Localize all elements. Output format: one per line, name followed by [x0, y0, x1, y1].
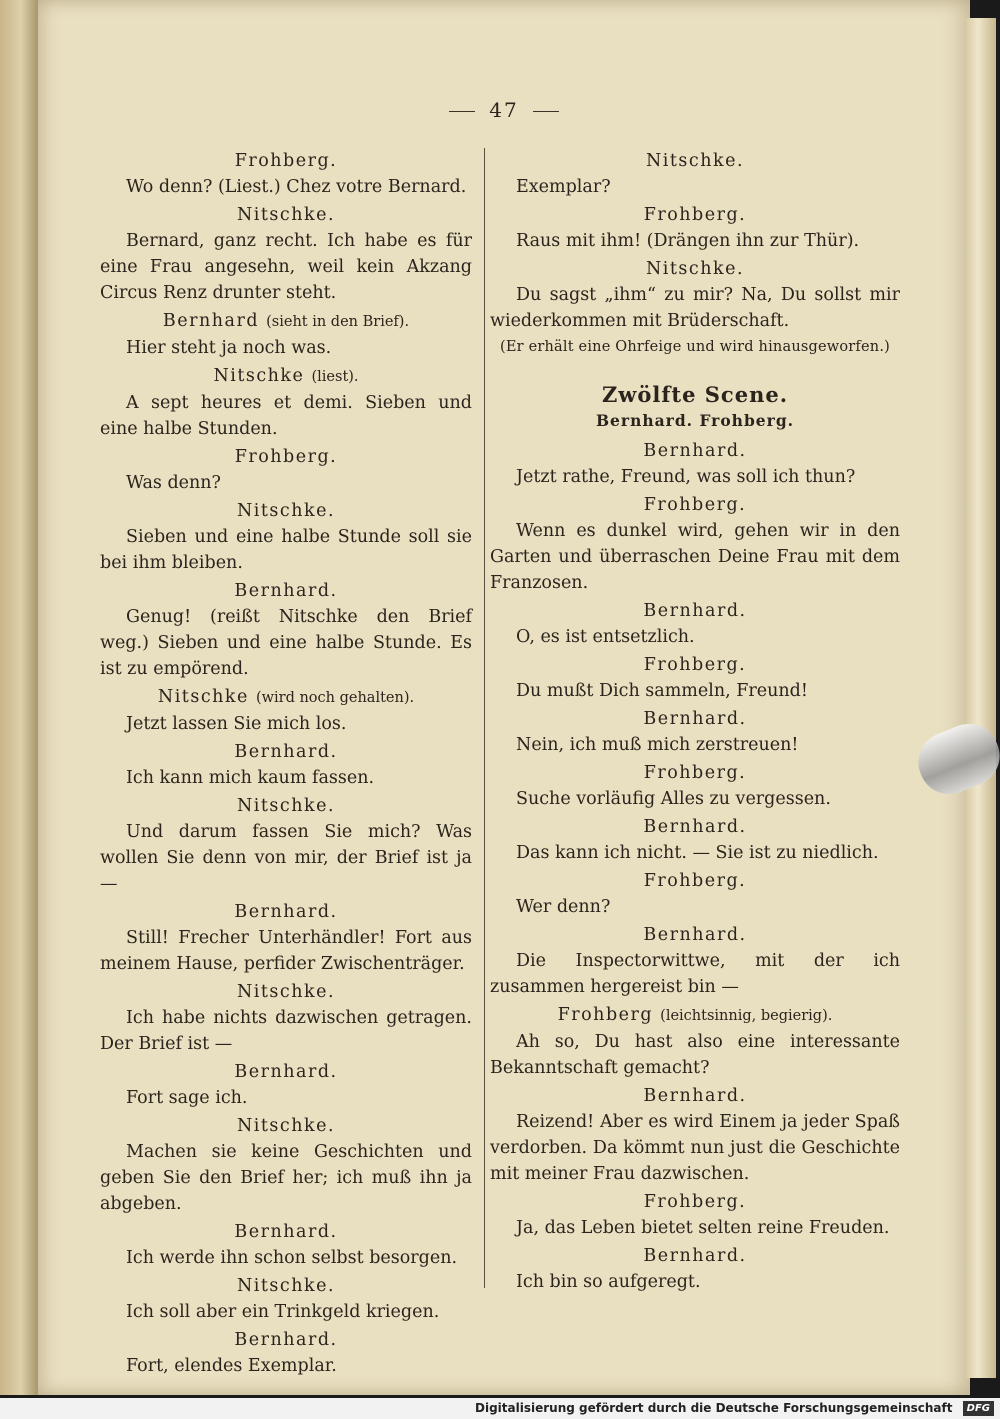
stage-direction: (Er erhält eine Ohrfeige und wird hinausgeworfen.): [500, 339, 890, 355]
speaker-name: [100, 739, 472, 765]
speaker-label: Nitschke.: [236, 1276, 336, 1296]
stage-direction: (wird noch gehalten).: [255, 690, 415, 706]
dialogue-text: Du sagst „ihm“ zu mir? Na, Du sollst mir wiederkommen mit Brüderschaft.: [490, 285, 900, 331]
speaker-label: Frohberg: [557, 1005, 654, 1025]
speaker-label: Nitschke.: [645, 259, 745, 279]
speaker-label: Bernhard.: [643, 709, 747, 729]
speaker-label: Frohberg.: [643, 495, 747, 515]
speaker-name: [100, 1059, 472, 1085]
speaker-label: Nitschke.: [236, 796, 336, 816]
dialogue-text: O, es ist entsetzlich.: [516, 627, 695, 647]
speaker-label: Nitschke.: [236, 1116, 336, 1136]
speaker-name: [490, 814, 900, 840]
speaker-label: Frohberg.: [643, 763, 747, 783]
speaker-label: Bernhard: [162, 311, 260, 331]
page-number: 47: [38, 98, 970, 122]
speaker-name: [490, 868, 900, 894]
speaker-name: [490, 202, 900, 228]
speaker-label: Nitschke.: [645, 151, 745, 171]
speaker-label: Bernhard.: [643, 925, 747, 945]
dialogue-text: Sieben und eine halbe Stunde soll sie bei ihm bleiben.: [100, 527, 472, 573]
dialogue-text: Das kann ich nicht. — Sie ist zu niedlich.: [516, 843, 879, 863]
speaker-label: Nitschke.: [236, 501, 336, 521]
dialogue-text: Ich habe nichts dazwischen getragen. Der Brief ist —: [100, 1008, 472, 1054]
speaker-label: Bernhard.: [234, 1062, 338, 1082]
speaker-name: [100, 684, 472, 711]
speaker-name: [100, 1327, 472, 1353]
speaker-label: Nitschke: [213, 366, 305, 386]
speaker-name: [490, 706, 900, 732]
dialogue-text: Jetzt lassen Sie mich los.: [126, 714, 347, 734]
speaker-name: [490, 1189, 900, 1215]
speaker-label: Bernhard.: [234, 902, 338, 922]
speaker-label: Nitschke.: [236, 205, 336, 225]
footer-text: Digitalisierung gefördert durch die Deutsche Forschungsgemeinschaft: [475, 1401, 953, 1415]
digitization-footer: [0, 1398, 1000, 1419]
dialogue-text: Genug! (reißt Nitschke den Brief weg.) Sieben und eine halbe Stunde. Es ist zu empörend.: [100, 607, 472, 679]
dialogue-text: Suche vorläufig Alles zu vergessen.: [516, 789, 831, 809]
dialogue-text: Reizend! Aber es wird Einem ja jeder Spaß verdorben. Da kömmt nun just die Geschichte mit meiner Frau dazwischen.: [490, 1112, 900, 1184]
speaker-name: [490, 652, 900, 678]
dialogue-text: Jetzt rathe, Freund, was soll ich thun?: [516, 467, 856, 487]
dialogue-text: Hier steht ja noch was.: [126, 338, 332, 358]
speaker-label: Frohberg.: [234, 151, 338, 171]
speaker-name: [100, 979, 472, 1005]
speaker-label: Frohberg.: [643, 205, 747, 225]
dfg-logo: DFG: [963, 1401, 994, 1416]
dialogue-text: Wenn es dunkel wird, gehen wir in den Garten und überraschen Deine Frau mit dem Franzosen.: [490, 521, 900, 593]
speaker-name: [100, 578, 472, 604]
speaker-name: [490, 438, 900, 464]
speaker-name: [490, 760, 900, 786]
speaker-label: Bernhard.: [643, 441, 747, 461]
speaker-label: Bernhard.: [234, 581, 338, 601]
speaker-name: [100, 202, 472, 228]
speaker-name: [100, 793, 472, 819]
speaker-label: Bernhard.: [234, 1330, 338, 1350]
dialogue-text: Ich kann mich kaum fassen.: [126, 768, 375, 788]
scene-cast: Bernhard. Frohberg.: [595, 411, 795, 430]
dialogue-text: Ah so, Du hast also eine interessante Bekanntschaft gemacht?: [490, 1032, 900, 1078]
speaker-label: Frohberg.: [643, 655, 747, 675]
speaker-name: [100, 1113, 472, 1139]
speaker-label: Bernhard.: [643, 1246, 747, 1266]
speaker-label: Bernhard.: [643, 601, 747, 621]
speaker-name: [490, 598, 900, 624]
dialogue-text: Nein, ich muß mich zerstreuen!: [516, 735, 799, 755]
speaker-label: Bernhard.: [234, 1222, 338, 1242]
book-spine-edge: [0, 0, 38, 1395]
speaker-name: [100, 1219, 472, 1245]
speaker-label: Bernhard.: [643, 1086, 747, 1106]
dialogue-text: Still! Frecher Unterhändler! Fort aus meinem Hause, perfider Zwischenträger.: [100, 928, 472, 974]
speaker-name: [490, 256, 900, 282]
dialogue-text: A sept heures et demi. Sieben und eine halbe Stunden.: [100, 393, 472, 439]
dialogue-text: Ich werde ihn schon selbst besorgen.: [126, 1248, 458, 1268]
speaker-label: Nitschke.: [236, 982, 336, 1002]
speaker-name: [100, 363, 472, 390]
left-column: [100, 146, 472, 1379]
dialogue-text: Exemplar?: [516, 177, 611, 197]
stage-direction: (leichtsinnig, begierig).: [660, 1008, 833, 1024]
speaker-name: [100, 498, 472, 524]
speaker-name: [490, 1243, 900, 1269]
speaker-name: [490, 492, 900, 518]
speaker-name: [100, 148, 472, 174]
dialogue-text: Ich bin so aufgeregt.: [516, 1272, 701, 1292]
dialogue-text: Und darum fassen Sie mich? Was wollen Sie denn von mir, der Brief ist ja —: [100, 822, 472, 894]
dialogue-text: Raus mit ihm! (Drängen ihn zur Thür).: [516, 231, 860, 251]
dialogue-text: Fort, elendes Exemplar.: [126, 1356, 337, 1376]
speaker-label: Frohberg.: [643, 871, 747, 891]
dialogue-text: Fort sage ich.: [126, 1088, 248, 1108]
book-page: [38, 0, 970, 1395]
dialogue-text: Bernard, ganz recht. Ich habe es für eine Frau angesehn, weil kein Akzang Circus Renz drunter steht.: [100, 231, 472, 303]
dialogue-text: Was denn?: [126, 473, 221, 493]
dialogue-text: Machen sie keine Geschichten und geben Sie den Brief her; ich muß ihn ja abgeben.: [100, 1142, 472, 1214]
dialogue-text: Du mußt Dich sammeln, Freund!: [516, 681, 808, 701]
speaker-name: [100, 308, 472, 335]
speaker-name: [490, 1002, 900, 1029]
scene-title: Zwölfte Scene.: [601, 382, 789, 407]
dialogue-text: Ja, das Leben bietet selten reine Freuden.: [516, 1218, 890, 1238]
right-column: [490, 146, 900, 1295]
column-divider: [484, 148, 485, 1288]
speaker-label: Frohberg.: [643, 1192, 747, 1212]
speaker-name: [490, 148, 900, 174]
stage-direction: (liest).: [311, 369, 359, 385]
page-stack-edge: [966, 18, 996, 1378]
dialogue-text: Die Inspectorwittwe, mit der ich zusammen hergereist bin —: [490, 951, 900, 997]
speaker-name: [490, 1083, 900, 1109]
speaker-name: [490, 922, 900, 948]
dialogue-text: Ich soll aber ein Trinkgeld kriegen.: [126, 1302, 440, 1322]
speaker-name: [100, 899, 472, 925]
speaker-label: Frohberg.: [234, 447, 338, 467]
speaker-label: Nitschke: [157, 687, 249, 707]
speaker-label: Bernhard.: [234, 742, 338, 762]
dialogue-text: Wo denn? (Liest.) Chez votre Bernard.: [126, 177, 467, 197]
speaker-name: [100, 1273, 472, 1299]
speaker-name: [100, 444, 472, 470]
dialogue-text: Wer denn?: [516, 897, 611, 917]
speaker-label: Bernhard.: [643, 817, 747, 837]
stage-direction: (sieht in den Brief).: [266, 314, 410, 330]
